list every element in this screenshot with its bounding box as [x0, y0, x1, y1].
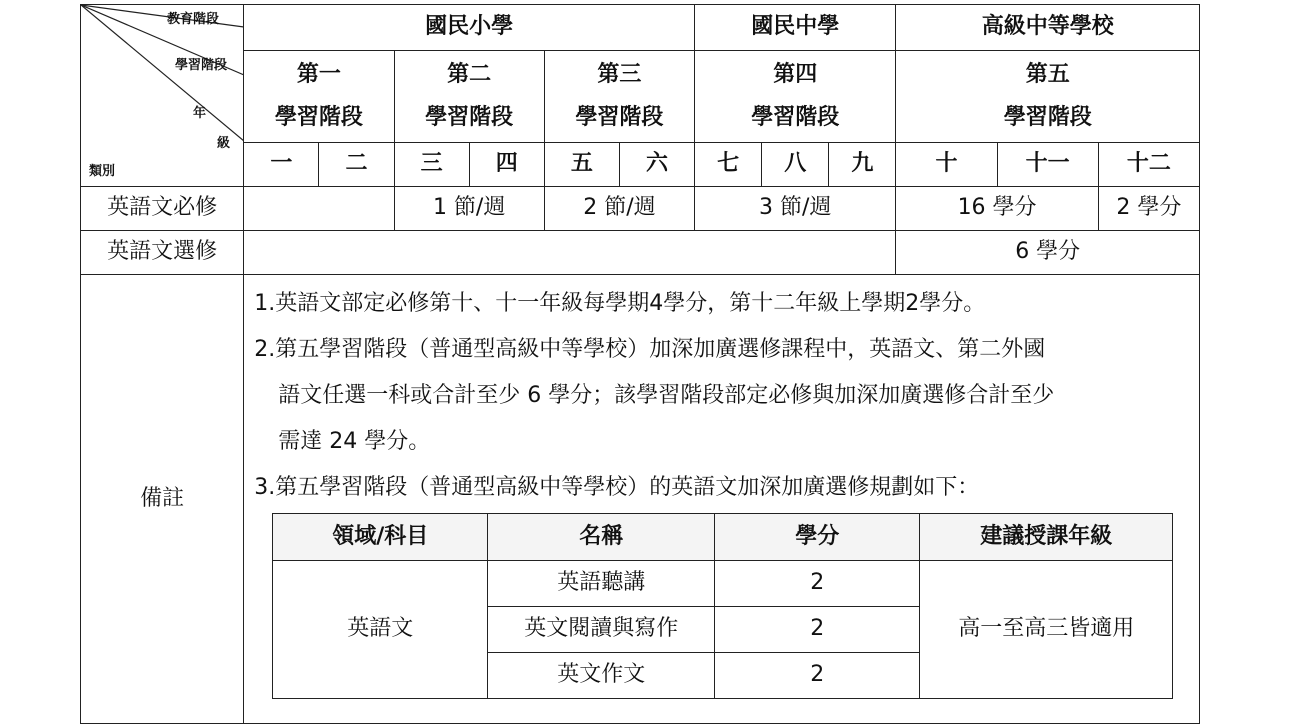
stage-2-label: 學習階段: [425, 104, 514, 130]
course-credits: 2: [715, 653, 920, 699]
corner-grade-char-1: 年: [193, 106, 207, 121]
diagonal-lines: [81, 5, 244, 187]
corner-grade-char-2: 級: [217, 136, 231, 151]
required-grade10-11: 16 學分: [896, 187, 1098, 231]
grade-4: 四: [469, 143, 544, 187]
course-name: 英文閱讀與寫作: [488, 607, 715, 653]
course-name: 英語聽講: [488, 561, 715, 607]
grade-9: 九: [829, 143, 896, 187]
stage-4-ordinal: 第四: [773, 62, 818, 88]
required-stage1-empty: [244, 187, 394, 231]
grade-7: 七: [695, 143, 762, 187]
elective-stage5: 6 學分: [896, 231, 1200, 275]
header-domain: 領域/科目: [273, 514, 488, 561]
elective-empty-cell: [244, 231, 896, 275]
course-credits: 2: [715, 607, 920, 653]
required-stage4: 3 節/週: [695, 187, 896, 231]
level-header-row: [81, 5, 1200, 51]
grade-11: 十一: [997, 143, 1098, 187]
grade-8: 八: [762, 143, 829, 187]
course-credits: 2: [715, 561, 920, 607]
remark-3: 3.第五學習階段（普通型高級中等學校）的英語文加深加廣選修規劃如下：: [254, 475, 980, 500]
header-name: 名稱: [488, 514, 715, 561]
elective-row: [81, 231, 1200, 275]
course-name: 英文作文: [488, 653, 715, 699]
elective-plan-table: [272, 513, 1173, 699]
remark-2-line-1: 2.第五學習階段（普通型高級中等學校）加深加廣選修課程中，英語文、第二外國: [254, 337, 1046, 362]
grade-1: 一: [244, 143, 319, 187]
elective-plan-header-row: [273, 514, 1173, 561]
stage-2-ordinal: 第二: [447, 62, 492, 88]
level-senior-high: 高級中等學校: [896, 5, 1200, 51]
level-junior-high: 國民中學: [695, 5, 896, 51]
grade-2: 二: [319, 143, 394, 187]
curriculum-table: [80, 4, 1200, 724]
required-label: 英語文必修: [81, 187, 244, 231]
stage-4-header: [695, 51, 896, 143]
stage-1-header: [244, 51, 394, 143]
remarks-label: 備註: [81, 275, 244, 724]
stage-1-label: 學習階段: [274, 104, 363, 130]
corner-learning-stage-label: 學習階段: [175, 58, 228, 73]
grade-header-row: [81, 143, 1200, 187]
suggested-grade-cell: 高一至高三皆適用: [920, 561, 1173, 699]
stage-5-label: 學習階段: [1003, 104, 1092, 130]
header-credits: 學分: [715, 514, 920, 561]
stage-1-ordinal: 第一: [296, 62, 341, 88]
stage-3-header: [544, 51, 694, 143]
remark-2-line-2: 語文任選一科或合計至少 6 學分；該學習階段部定必修與加深加廣選修合計至少: [278, 383, 1055, 408]
corner-edu-stage-label: 教育階段: [167, 12, 220, 27]
required-row: [81, 187, 1200, 231]
stage-5-header: [896, 51, 1200, 143]
remark-2-line-3: 需達 24 學分。: [278, 429, 431, 454]
stage-3-label: 學習階段: [575, 104, 664, 130]
required-stage2: 1 節/週: [394, 187, 544, 231]
required-grade12: 2 學分: [1098, 187, 1199, 231]
remarks-row: [81, 275, 1200, 724]
grade-5: 五: [544, 143, 619, 187]
remark-1: 1.英語文部定必修第十、十一年級每學期4學分，第十二年級上學期2學分。: [254, 291, 986, 316]
stage-2-header: [394, 51, 544, 143]
required-stage3: 2 節/週: [544, 187, 694, 231]
remarks-content: [244, 275, 1200, 724]
stage-5-ordinal: 第五: [1025, 62, 1070, 88]
stage-3-ordinal: 第三: [597, 62, 642, 88]
stage-4-label: 學習階段: [751, 104, 840, 130]
diagonal-header-cell: [81, 5, 244, 187]
table-row: [273, 561, 1173, 607]
header-suggested-grade: 建議授課年級: [920, 514, 1173, 561]
grade-10: 十: [896, 143, 997, 187]
level-elementary: 國民小學: [244, 5, 695, 51]
corner-category-label: 類別: [89, 164, 116, 179]
stage-header-row: [81, 51, 1200, 143]
elective-label: 英語文選修: [81, 231, 244, 275]
domain-cell: 英語文: [273, 561, 488, 699]
grade-3: 三: [394, 143, 469, 187]
grade-12: 十二: [1098, 143, 1199, 187]
grade-6: 六: [619, 143, 694, 187]
